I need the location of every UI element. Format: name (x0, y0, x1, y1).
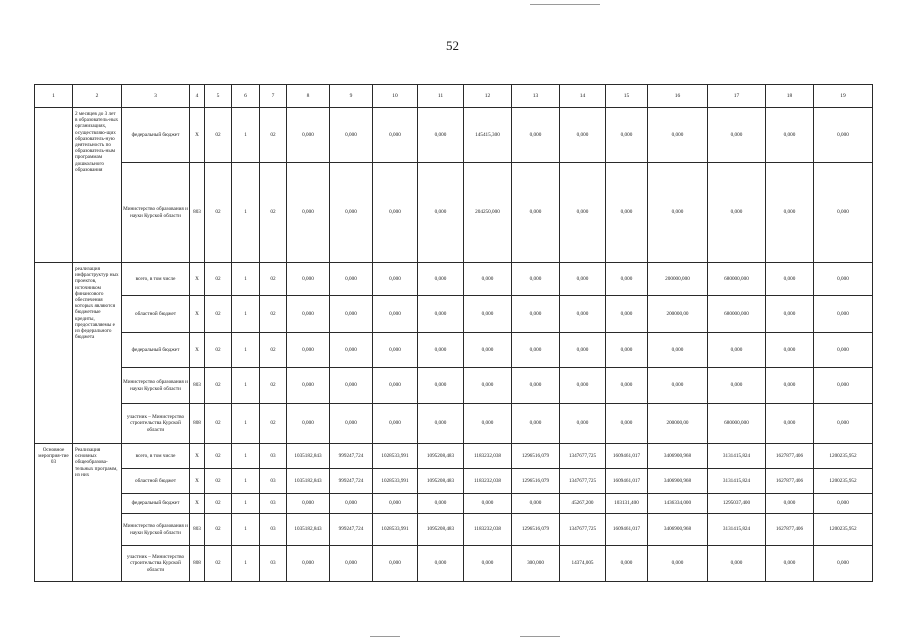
value-cell: 0,000 (418, 333, 464, 368)
table-row (35, 108, 873, 163)
funding-source-cell: Министерство образования и науки Курской области (122, 514, 190, 546)
value-cell: 0,000 (373, 546, 418, 582)
value-cell: 999247,724 (330, 444, 373, 469)
scan-mark-top (530, 4, 600, 5)
value-cell: 02 (205, 444, 232, 469)
value-cell: 0,000 (814, 368, 873, 404)
value-cell: 0,000 (373, 368, 418, 404)
value-cell: 1035182,843 (287, 469, 330, 494)
value-cell: 0,000 (464, 404, 512, 444)
value-cell: 0,000 (814, 263, 873, 296)
funding-source-cell: областной бюджет (122, 469, 190, 494)
funding-source-cell: Министерство образования и науки Курской области (122, 368, 190, 404)
value-cell: 0,000 (766, 333, 814, 368)
column-number: 16 (648, 85, 708, 108)
event-label-cell (35, 108, 73, 263)
value-cell: 0,000 (814, 546, 873, 582)
funding-source-cell: всего, в том числе (122, 444, 190, 469)
value-cell: 0,000 (708, 108, 766, 163)
value-cell: 03 (260, 444, 287, 469)
value-cell: 0,000 (418, 404, 464, 444)
table-row (35, 469, 873, 494)
scan-mark-bottom (370, 636, 400, 637)
column-number: 5 (205, 85, 232, 108)
value-cell: 0,000 (373, 108, 418, 163)
value-cell: 02 (205, 163, 232, 263)
value-cell: 0,000 (418, 494, 464, 514)
value-cell: 1183232,038 (464, 514, 512, 546)
value-cell: 0,000 (418, 163, 464, 263)
value-cell: 0,000 (766, 296, 814, 333)
value-cell: 0,000 (287, 263, 330, 296)
value-cell: 0,000 (373, 296, 418, 333)
value-cell: 1200235,952 (814, 444, 873, 469)
value-cell: Х (190, 494, 205, 514)
value-cell: 1436334,000 (648, 494, 708, 514)
value-cell: 0,000 (512, 368, 560, 404)
value-cell: 02 (260, 163, 287, 263)
value-cell: 1 (232, 444, 260, 469)
value-cell: 0,000 (560, 368, 606, 404)
value-cell: 680000,000 (708, 263, 766, 296)
column-number: 13 (512, 85, 560, 108)
value-cell: 0,000 (766, 494, 814, 514)
value-cell: 0,000 (766, 546, 814, 582)
value-cell: 0,000 (606, 546, 648, 582)
value-cell: 1296516,079 (512, 514, 560, 546)
table-row (35, 368, 873, 404)
value-cell: 1 (232, 163, 260, 263)
column-number: 1 (35, 85, 73, 108)
value-cell: 0,000 (606, 163, 648, 263)
value-cell: 0,000 (606, 333, 648, 368)
event-label-cell (35, 263, 73, 444)
column-number: 8 (287, 85, 330, 108)
value-cell: 1627877,406 (766, 469, 814, 494)
value-cell: 0,000 (418, 546, 464, 582)
value-cell: 0,000 (606, 108, 648, 163)
column-number: 18 (766, 85, 814, 108)
value-cell: 0,000 (512, 404, 560, 444)
value-cell: 0,000 (464, 296, 512, 333)
value-cell: 0,000 (512, 494, 560, 514)
value-cell: 204250,000 (464, 163, 512, 263)
value-cell: 0,000 (373, 163, 418, 263)
value-cell: 02 (205, 514, 232, 546)
value-cell: 0,000 (464, 546, 512, 582)
column-number: 15 (606, 85, 648, 108)
column-number: 12 (464, 85, 512, 108)
value-cell: 45267,200 (560, 494, 606, 514)
value-cell: 0,000 (648, 333, 708, 368)
value-cell: 0,000 (648, 163, 708, 263)
value-cell: 1035182,843 (287, 514, 330, 546)
value-cell: 0,000 (766, 404, 814, 444)
value-cell: 1 (232, 333, 260, 368)
value-cell: 200000,00 (648, 296, 708, 333)
value-cell: 145415,300 (464, 108, 512, 163)
value-cell: 03 (260, 494, 287, 514)
table-row (35, 263, 873, 296)
value-cell: 1 (232, 263, 260, 296)
value-cell: 1028533,991 (373, 469, 418, 494)
value-cell: 0,000 (287, 333, 330, 368)
table-row (35, 333, 873, 368)
value-cell: 0,000 (464, 368, 512, 404)
value-cell: 200000,000 (648, 263, 708, 296)
value-cell: 0,000 (814, 296, 873, 333)
value-cell: 02 (260, 368, 287, 404)
value-cell: 0,000 (287, 368, 330, 404)
value-cell: 0,000 (287, 546, 330, 582)
value-cell: 808 (190, 404, 205, 444)
value-cell: 3406900,968 (648, 444, 708, 469)
value-cell: 1 (232, 108, 260, 163)
value-cell: 0,000 (814, 494, 873, 514)
value-cell: 1347677,725 (560, 469, 606, 494)
funding-source-cell: участник – Министерство строительства Курской области (122, 546, 190, 582)
value-cell: 1 (232, 514, 260, 546)
value-cell: 02 (205, 546, 232, 582)
value-cell: 02 (205, 368, 232, 404)
value-cell: 0,000 (287, 404, 330, 444)
column-number: 4 (190, 85, 205, 108)
value-cell: 02 (205, 108, 232, 163)
value-cell: 999247,724 (330, 469, 373, 494)
value-cell: 1 (232, 469, 260, 494)
value-cell: 0,000 (330, 404, 373, 444)
value-cell: 0,000 (330, 333, 373, 368)
value-cell: 1095208,483 (418, 469, 464, 494)
value-cell: 02 (260, 108, 287, 163)
table-row (35, 163, 873, 263)
value-cell: 02 (205, 333, 232, 368)
value-cell: 02 (260, 404, 287, 444)
value-cell: 0,000 (330, 108, 373, 163)
value-cell: 0,000 (287, 494, 330, 514)
value-cell: Х (190, 333, 205, 368)
value-cell: 1 (232, 296, 260, 333)
value-cell: 0,000 (330, 296, 373, 333)
value-cell: 3406900,968 (648, 514, 708, 546)
value-cell: 0,000 (766, 263, 814, 296)
value-cell: 1295037,400 (708, 494, 766, 514)
value-cell: 02 (205, 263, 232, 296)
column-number: 3 (122, 85, 190, 108)
value-cell: 0,000 (606, 263, 648, 296)
value-cell: 0,000 (330, 263, 373, 296)
value-cell: 1609461,017 (606, 444, 648, 469)
value-cell: 0,000 (560, 163, 606, 263)
value-cell: 0,000 (512, 296, 560, 333)
value-cell: 0,000 (814, 163, 873, 263)
value-cell: 1200235,952 (814, 514, 873, 546)
value-cell: 1183232,038 (464, 444, 512, 469)
funding-source-cell: участник – Министерство строительства Курской области (122, 404, 190, 444)
value-cell: 1095208,483 (418, 514, 464, 546)
column-number-row (35, 85, 873, 108)
value-cell: 0,000 (814, 404, 873, 444)
value-cell: 0,000 (464, 263, 512, 296)
value-cell: Х (190, 296, 205, 333)
value-cell: 1 (232, 546, 260, 582)
value-cell: 803 (190, 514, 205, 546)
value-cell: 0,000 (606, 404, 648, 444)
value-cell: 3131415,824 (708, 514, 766, 546)
value-cell: 1609461,017 (606, 514, 648, 546)
table-row (35, 514, 873, 546)
value-cell: Х (190, 263, 205, 296)
value-cell: 0,000 (766, 108, 814, 163)
value-cell: 999247,724 (330, 514, 373, 546)
column-number: 10 (373, 85, 418, 108)
value-cell: 0,000 (464, 494, 512, 514)
value-cell: 0,000 (287, 163, 330, 263)
column-number: 11 (418, 85, 464, 108)
value-cell: 03 (260, 546, 287, 582)
value-cell: 0,000 (814, 108, 873, 163)
value-cell: 1627877,406 (766, 444, 814, 469)
table-row (35, 494, 873, 514)
value-cell: 680000,000 (708, 296, 766, 333)
value-cell: 1296516,079 (512, 469, 560, 494)
value-cell: 0,000 (418, 296, 464, 333)
value-cell: 0,000 (814, 333, 873, 368)
value-cell: 1200235,952 (814, 469, 873, 494)
event-description-cell: реализация инфраструктур ных проектов, источником финансового обеспечения которых являются бюджетные кредиты, предоставляемы е из федерального бюджета (73, 263, 122, 444)
value-cell: 0,000 (560, 263, 606, 296)
value-cell: 3131415,824 (708, 444, 766, 469)
value-cell: 1035182,843 (287, 444, 330, 469)
value-cell: 0,000 (373, 404, 418, 444)
budget-table (34, 84, 873, 582)
table-row (35, 404, 873, 444)
value-cell: 0,000 (648, 368, 708, 404)
value-cell: 0,000 (418, 263, 464, 296)
value-cell: 03 (260, 514, 287, 546)
value-cell: 03 (260, 469, 287, 494)
value-cell: 0,000 (606, 368, 648, 404)
funding-source-cell: областной бюджет (122, 296, 190, 333)
value-cell: 1 (232, 404, 260, 444)
column-number: 2 (73, 85, 122, 108)
value-cell: 1609461,017 (606, 469, 648, 494)
value-cell: 0,000 (512, 108, 560, 163)
value-cell: Х (190, 444, 205, 469)
value-cell: 02 (260, 333, 287, 368)
funding-source-cell: Министерство образования и науки Курской области (122, 163, 190, 263)
value-cell: 0,000 (418, 368, 464, 404)
funding-source-cell: федеральный бюджет (122, 333, 190, 368)
page-number: 52 (446, 38, 459, 53)
value-cell: 0,000 (648, 108, 708, 163)
value-cell: Х (190, 469, 205, 494)
value-cell: 02 (205, 404, 232, 444)
value-cell: 0,000 (606, 296, 648, 333)
value-cell: 803 (190, 368, 205, 404)
value-cell: 0,000 (560, 108, 606, 163)
funding-source-cell: федеральный бюджет (122, 494, 190, 514)
value-cell: 200000,00 (648, 404, 708, 444)
value-cell: 0,000 (708, 333, 766, 368)
value-cell: 1347677,725 (560, 514, 606, 546)
value-cell: 1 (232, 368, 260, 404)
value-cell: 803 (190, 163, 205, 263)
scan-mark-bottom (520, 636, 560, 637)
value-cell: 0,000 (512, 333, 560, 368)
funding-source-cell: федеральный бюджет (122, 108, 190, 163)
column-number: 19 (814, 85, 873, 108)
value-cell: 0,000 (464, 333, 512, 368)
value-cell: 1 (232, 494, 260, 514)
event-description-cell: 2 месяцев до 3 лет в образователь-ных организациях, осуществляю-щих образователь-ную деятельность по образователь-ным программам дошкольного образования (73, 108, 122, 263)
value-cell: 0,000 (560, 404, 606, 444)
value-cell: 0,000 (287, 108, 330, 163)
value-cell: 300,000 (512, 546, 560, 582)
value-cell: 808 (190, 546, 205, 582)
value-cell: Х (190, 108, 205, 163)
value-cell: 103131,400 (606, 494, 648, 514)
value-cell: 02 (205, 469, 232, 494)
value-cell: 1095208,483 (418, 444, 464, 469)
value-cell: 1627877,406 (766, 514, 814, 546)
value-cell: 0,000 (766, 163, 814, 263)
value-cell: 0,000 (330, 494, 373, 514)
value-cell: 1296516,079 (512, 444, 560, 469)
value-cell: 0,000 (330, 546, 373, 582)
value-cell: 0,000 (560, 333, 606, 368)
value-cell: 0,000 (418, 108, 464, 163)
value-cell: 0,000 (708, 163, 766, 263)
column-number: 9 (330, 85, 373, 108)
value-cell: 02 (260, 263, 287, 296)
value-cell: 0,000 (373, 494, 418, 514)
table-row (35, 546, 873, 582)
value-cell: 0,000 (512, 263, 560, 296)
value-cell: 0,000 (708, 546, 766, 582)
column-number: 14 (560, 85, 606, 108)
value-cell: 0,000 (373, 333, 418, 368)
value-cell: 14374,005 (560, 546, 606, 582)
value-cell: 0,000 (287, 296, 330, 333)
table-row (35, 444, 873, 469)
value-cell: 02 (260, 296, 287, 333)
value-cell: 0,000 (373, 263, 418, 296)
column-number: 7 (260, 85, 287, 108)
table-body (35, 85, 873, 582)
value-cell: 680000,000 (708, 404, 766, 444)
value-cell: 3406900,968 (648, 469, 708, 494)
value-cell: 02 (205, 296, 232, 333)
value-cell: 0,000 (330, 368, 373, 404)
funding-source-cell: всего, в том числе (122, 263, 190, 296)
value-cell: 0,000 (648, 546, 708, 582)
value-cell: 1028533,991 (373, 444, 418, 469)
value-cell: 0,000 (766, 368, 814, 404)
column-number: 17 (708, 85, 766, 108)
table-row (35, 296, 873, 333)
value-cell: 0,000 (560, 296, 606, 333)
value-cell: 1347677,725 (560, 444, 606, 469)
value-cell: 0,000 (512, 163, 560, 263)
event-description-cell: Реализация основных общеобразова-тельных программ, из них (73, 444, 122, 582)
value-cell: 02 (205, 494, 232, 514)
event-label-cell: Основное мероприя-тие 03 (35, 444, 73, 582)
value-cell: 0,000 (708, 368, 766, 404)
value-cell: 0,000 (330, 163, 373, 263)
value-cell: 1028533,991 (373, 514, 418, 546)
column-number: 6 (232, 85, 260, 108)
value-cell: 1183232,038 (464, 469, 512, 494)
value-cell: 3131415,824 (708, 469, 766, 494)
